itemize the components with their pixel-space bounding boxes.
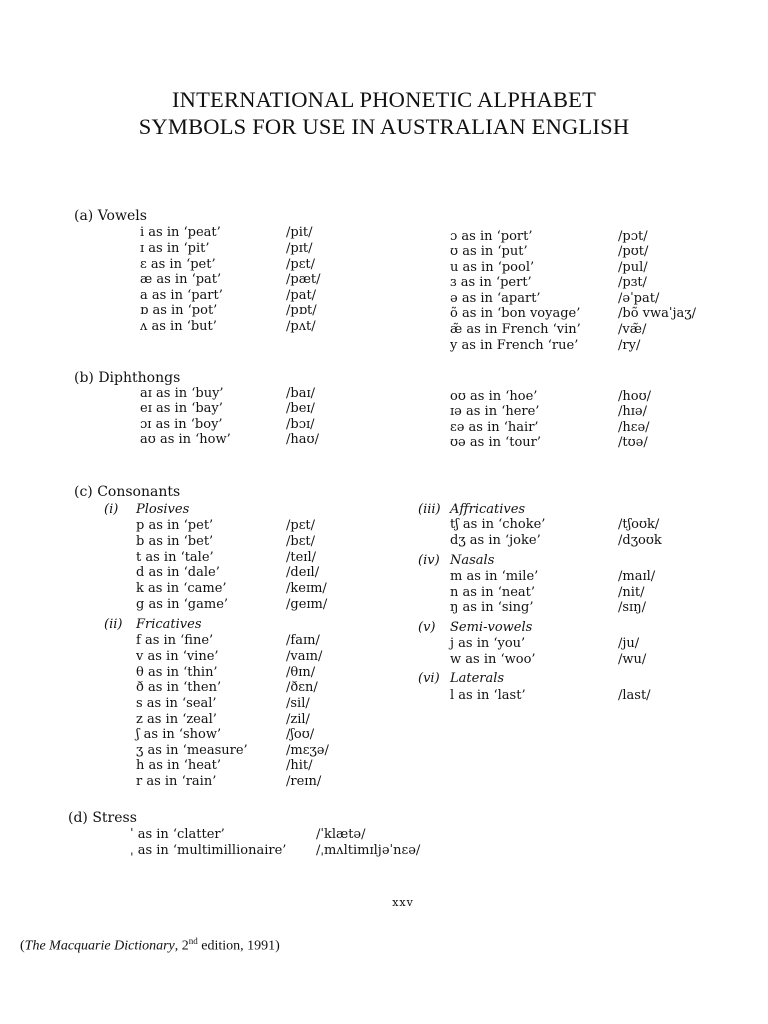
transcription: /pɛt/ — [286, 518, 316, 533]
nasals-heading — [418, 553, 494, 568]
subsection-number: (ii) — [104, 617, 123, 632]
transcription: /hɛə/ — [618, 420, 650, 435]
citation-open: ( — [20, 938, 25, 954]
page-number: xxv — [392, 896, 414, 909]
transcription: /hit/ — [286, 758, 313, 773]
transcription: /bɛt/ — [286, 534, 316, 549]
entry: ˌ as in ‘multimillionaire’ — [130, 843, 287, 858]
entry: h as in ‘heat’ — [136, 758, 222, 773]
transcription: /teɪl/ — [286, 550, 316, 565]
transcription: /bõ vwaˈjaʒ/ — [618, 306, 696, 321]
subsection-number: (vi) — [418, 671, 440, 686]
entry: u as in ‘pool’ — [450, 260, 535, 275]
entry: w as in ‘woo’ — [450, 652, 536, 667]
transcription: /tʊə/ — [618, 435, 648, 450]
citation-edition: , 2 — [174, 938, 189, 954]
affricatives-heading — [418, 502, 525, 517]
transcription: /zil/ — [286, 712, 310, 727]
transcription: /ʃoʊ/ — [286, 727, 315, 742]
subsection-label: Plosives — [136, 502, 190, 517]
entry: æ̃ as in French ‘vin’ — [450, 322, 581, 337]
entry: ɪ as in ‘pit’ — [140, 241, 210, 256]
entry: õ as in ‘bon voyage’ — [450, 306, 581, 321]
entry: a as in ‘part’ — [140, 288, 223, 303]
subsection-label: Semi-vowels — [450, 620, 533, 635]
title-line-2: SYMBOLS FOR USE IN AUSTRALIAN ENGLISH — [138, 114, 630, 139]
entry: ð as in ‘then’ — [136, 680, 222, 695]
title-line-1: INTERNATIONAL PHONETIC ALPHABET — [171, 87, 597, 112]
transcription: /last/ — [618, 688, 651, 703]
entry: ʌ as in ‘but’ — [140, 319, 217, 334]
transcription: /sil/ — [286, 696, 310, 711]
subsection-label: Affricatives — [450, 502, 526, 517]
transcription: /bɔɪ/ — [286, 417, 315, 432]
citation — [20, 936, 280, 955]
stress-heading: (d) Stress — [68, 810, 137, 826]
transcription: /əˈpat/ — [618, 291, 660, 306]
entry: p as in ‘pet’ — [136, 518, 214, 533]
transcription: /pʌt/ — [286, 319, 316, 334]
entry: eɪ as in ‘bay’ — [140, 401, 223, 416]
plosives-heading — [104, 502, 189, 517]
transcription: /ju/ — [618, 636, 640, 651]
entry: ɒ as in ‘pot’ — [140, 303, 218, 318]
entry: aɪ as in ‘buy’ — [140, 386, 224, 401]
transcription: /haʊ/ — [286, 432, 319, 447]
transcription: /ry/ — [618, 338, 641, 353]
subsection-number: (v) — [418, 620, 436, 635]
entry: m as in ‘mile’ — [450, 569, 539, 584]
entry: ɜ as in ‘pert’ — [450, 275, 532, 290]
subsection-number: (iii) — [418, 502, 441, 517]
subsection-label: Fricatives — [136, 617, 202, 632]
entry: t as in ‘tale’ — [136, 550, 214, 565]
entry: oʊ as in ‘hoe’ — [450, 389, 538, 404]
transcription: /pɛt/ — [286, 257, 316, 272]
entry: tʃ as in ‘choke’ — [450, 517, 546, 532]
diphthongs-heading: (b) Diphthongs — [74, 370, 181, 386]
entry: j as in ‘you’ — [450, 636, 526, 651]
transcription: /pɒt/ — [286, 303, 317, 318]
transcription: /ðɛn/ — [286, 680, 318, 695]
entry: ŋ as in ‘sing’ — [450, 600, 534, 615]
transcription: /dʒoʊk — [618, 533, 662, 548]
entry: ə as in ‘apart’ — [450, 291, 541, 306]
transcription: /vaɪn/ — [286, 649, 323, 664]
transcription: /sɪŋ/ — [618, 600, 646, 615]
transcription: /baɪ/ — [286, 386, 315, 401]
entry: aʊ as in ‘how’ — [140, 432, 231, 447]
entry: r as in ‘rain’ — [136, 774, 217, 789]
citation-work: The Macquarie Dictionary — [24, 938, 175, 954]
entry: g as in ‘game’ — [136, 597, 229, 612]
transcription: /pɜt/ — [618, 275, 647, 290]
transcription: /pʊt/ — [618, 244, 649, 259]
transcription: /keɪm/ — [286, 581, 327, 596]
entry: ʃ as in ‘show’ — [136, 727, 222, 742]
transcription: /deɪl/ — [286, 565, 320, 580]
transcription: /hɪə/ — [618, 404, 647, 419]
entry: ʊ as in ‘put’ — [450, 244, 528, 259]
entry: ɛə as in ‘hair’ — [450, 420, 539, 435]
subsection-label: Laterals — [450, 671, 505, 686]
entry: l as in ‘last’ — [450, 688, 526, 703]
entry: v as in ‘vine’ — [136, 649, 219, 664]
transcription: /nit/ — [618, 585, 645, 600]
entry: n as in ‘neat’ — [450, 585, 536, 600]
transcription: /hoʊ/ — [618, 389, 652, 404]
transcription: /pɔt/ — [618, 229, 648, 244]
transcription: /pit/ — [286, 225, 313, 240]
entry: y as in French ‘rue’ — [450, 338, 579, 353]
transcription: /væ̃/ — [618, 322, 647, 337]
citation-rest: edition, 1991) — [197, 938, 280, 954]
entry: k as in ‘came’ — [136, 581, 227, 596]
entry: dʒ as in ‘joke’ — [450, 533, 541, 548]
entry: ʊə as in ‘tour’ — [450, 435, 542, 450]
transcription: /pul/ — [618, 260, 648, 275]
transcription: /θɪn/ — [286, 665, 316, 680]
transcription: /pat/ — [286, 288, 317, 303]
entry: d as in ‘dale’ — [136, 565, 220, 580]
page-title — [0, 86, 768, 140]
transcription: /mɛʒə/ — [286, 743, 329, 758]
fricatives-heading — [104, 617, 202, 632]
transcription: /pɪt/ — [286, 241, 313, 256]
entry: ɔ as in ‘port’ — [450, 229, 533, 244]
entry: θ as in ‘thin’ — [136, 665, 218, 680]
citation-ordinal: nd — [188, 936, 198, 946]
transcription: /geɪm/ — [286, 597, 328, 612]
subsection-number: (iv) — [418, 553, 440, 568]
transcription: /ˌmʌltimɪljəˈnɛə/ — [316, 843, 421, 858]
entry: s as in ‘seal’ — [136, 696, 217, 711]
entry: ʒ as in ‘measure’ — [136, 743, 248, 758]
entry: ɪə as in ‘here’ — [450, 404, 540, 419]
transcription: /ˈklætə/ — [316, 827, 366, 842]
entry: b as in ‘bet’ — [136, 534, 214, 549]
entry: æ as in ‘pat’ — [140, 272, 222, 287]
entry: ɔɪ as in ‘boy’ — [140, 417, 223, 432]
transcription: /beɪ/ — [286, 401, 315, 416]
entry: ɛ as in ‘pet’ — [140, 257, 216, 272]
entry: i as in ‘peat’ — [140, 225, 221, 240]
semivowels-heading — [418, 620, 532, 635]
transcription: /reɪn/ — [286, 774, 322, 789]
consonants-heading: (c) Consonants — [74, 484, 181, 500]
laterals-heading — [418, 671, 504, 686]
transcription: /faɪn/ — [286, 633, 320, 648]
vowels-heading: (a) Vowels — [74, 208, 147, 224]
transcription: /maɪl/ — [618, 569, 656, 584]
subsection-label: Nasals — [450, 553, 495, 568]
entry: z as in ‘zeal’ — [136, 712, 217, 727]
subsection-number: (i) — [104, 502, 119, 517]
transcription: /pæt/ — [286, 272, 321, 287]
entry: f as in ‘fine’ — [136, 633, 214, 648]
transcription: /tʃoʊk/ — [618, 517, 660, 532]
transcription: /wu/ — [618, 652, 647, 667]
entry: ˈ as in ‘clatter’ — [130, 827, 225, 842]
